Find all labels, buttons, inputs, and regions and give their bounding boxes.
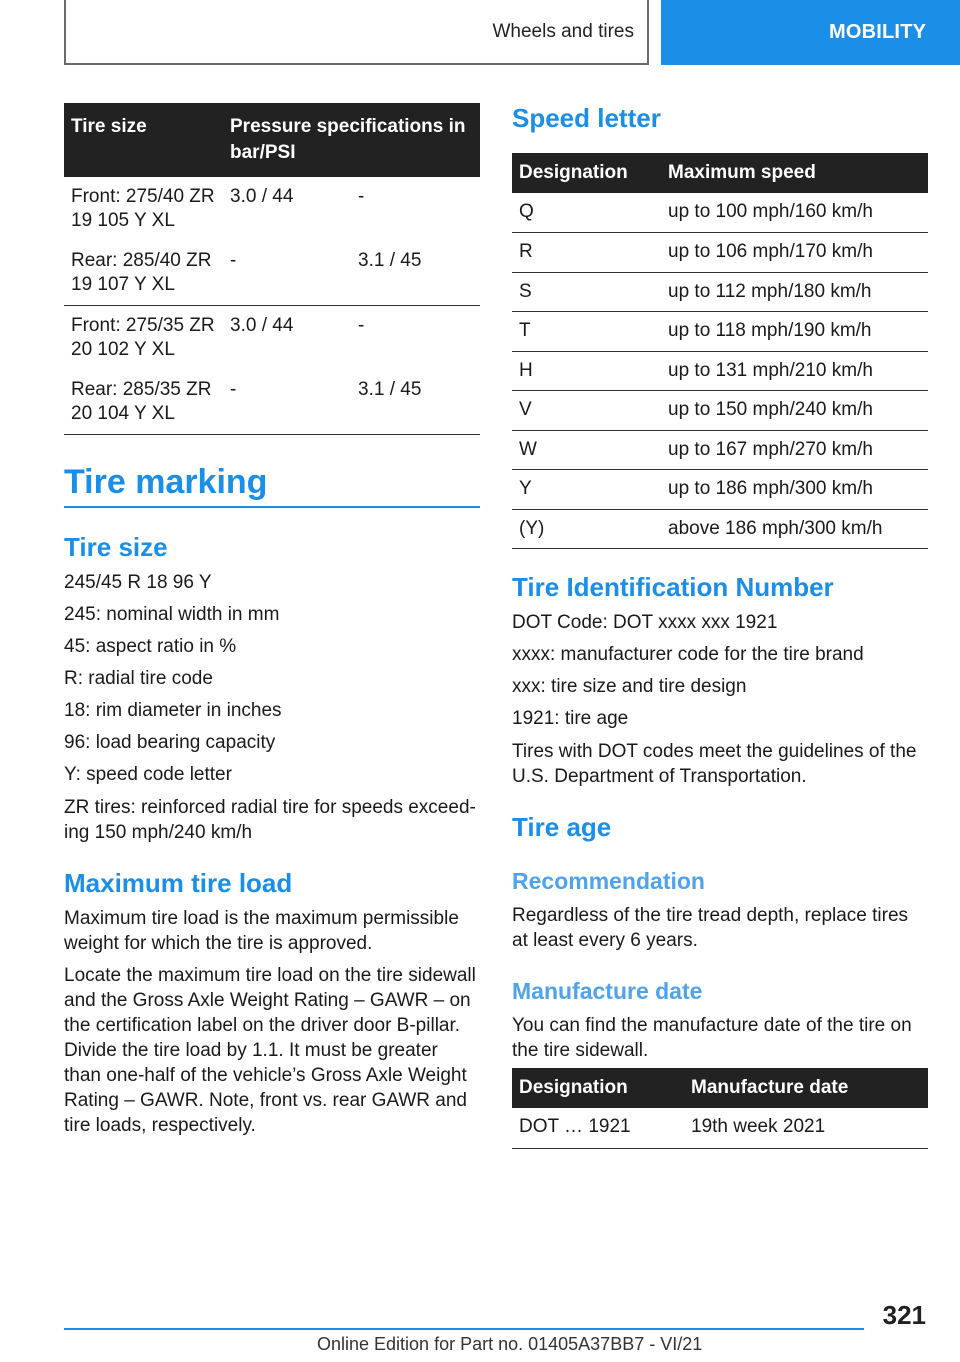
- table-cell: -: [358, 186, 365, 207]
- heading-tire-size: Tire size: [64, 532, 168, 562]
- table-header-cell: Manufacture date: [684, 1068, 928, 1108]
- table-row: [64, 241, 480, 306]
- table-cell: 19th week 2021: [684, 1108, 928, 1148]
- heading-tire-identification-number: Tire Identification Number: [512, 572, 834, 602]
- table-header-row: [64, 103, 480, 177]
- table-cell: Q: [512, 193, 661, 233]
- table-cell: V: [512, 391, 661, 431]
- table-header-row: [512, 1068, 928, 1108]
- table-row: [512, 509, 928, 549]
- table-cell: up to 112 mph/180 km/h: [661, 272, 928, 312]
- table-cell: up to 186 mph/300 km/h: [661, 470, 928, 510]
- table-cell: Front: 275/35 ZR 20 102 Y XL: [71, 315, 215, 360]
- footer-divider: [64, 1328, 864, 1330]
- table-cell: W: [512, 430, 661, 470]
- tin-line: xxx: tire size and tire design: [512, 676, 747, 697]
- footer-edition: Online Edition for Part no. 01405A37BB7 - VI/21: [317, 1334, 703, 1354]
- table-row: [512, 1108, 928, 1148]
- table-cell: Front: 275/40 ZR 19 105 Y XL: [71, 186, 215, 231]
- tin-line: DOT Code: DOT xxxx xxx 1921: [512, 612, 778, 633]
- header-section: [64, 0, 649, 65]
- tire-size-line: 18: rim diameter in inches: [64, 700, 282, 721]
- table-cell: Rear: 285/35 ZR 20 104 Y XL: [64, 370, 223, 435]
- table-cell: -: [223, 370, 351, 435]
- table-cell: DOT … 1921: [512, 1108, 684, 1148]
- table-header-cell: Designation: [512, 1068, 684, 1108]
- tire-size-line: 245/45 R 18 96 Y: [64, 572, 212, 593]
- table-row: [512, 233, 928, 273]
- zr-tires-note: ZR tires: reinforced radial tire for speeds exceed-ing 150 mph/240 km/h: [64, 797, 476, 843]
- section-divider: [64, 506, 480, 508]
- table-cell: up to 131 mph/210 km/h: [661, 351, 928, 391]
- table-cell: 3.0 / 44: [230, 315, 294, 336]
- table-header-row: [512, 153, 928, 193]
- heading-speed-letter: Speed letter: [512, 103, 661, 133]
- header-section-title: Wheels and tires: [492, 20, 634, 42]
- heading-tire-age: Tire age: [512, 812, 612, 842]
- table-cell: R: [512, 233, 661, 273]
- table-cell: (Y): [512, 509, 661, 549]
- table-cell: H: [512, 351, 661, 391]
- header-chapter: [661, 0, 960, 65]
- table-row: [512, 351, 928, 391]
- table-cell: up to 150 mph/240 km/h: [661, 391, 928, 431]
- heading-recommendation: Recommendation: [512, 868, 705, 894]
- table-cell: T: [512, 312, 661, 352]
- table-cell: up to 167 mph/270 km/h: [661, 430, 928, 470]
- table-cell: 3.0 / 44: [230, 186, 294, 207]
- table-row: [512, 272, 928, 312]
- table-row: [64, 306, 480, 371]
- table-cell: up to 118 mph/190 km/h: [661, 312, 928, 352]
- table-header-cell: Tire size: [64, 103, 223, 177]
- max-load-paragraph: Locate the maximum tire load on the tire sidewall and the Gross Axle Weight Rating – GAWR – on the certification label on the driver door B-pillar. Divide the tire load by 1.1. It must be greater than one-half of the vehicle’s Gross Axle Weight Rating – GAWR. Note, front vs. rear GAWR and tire loads, respectively.: [64, 965, 476, 1136]
- table-row: [512, 430, 928, 470]
- tin-line: xxxx: manufacturer code for the tire brand: [512, 644, 864, 665]
- table-cell: 3.1 / 45: [351, 241, 480, 306]
- table-cell: above 186 mph/300 km/h: [661, 509, 928, 549]
- heading-maximum-tire-load: Maximum tire load: [64, 868, 293, 898]
- max-load-paragraph: Maximum tire load is the maximum permissible weight for which the tire is approved.: [64, 908, 459, 954]
- tin-note: Tires with DOT codes meet the guidelines of the U.S. Department of Transportation.: [512, 741, 917, 787]
- section-title-tire-marking: Tire marking: [64, 463, 268, 501]
- table-row: [512, 312, 928, 352]
- tire-size-line: R: radial tire code: [64, 668, 213, 689]
- tire-size-line: 245: nominal width in mm: [64, 604, 280, 625]
- table-header-cell: Pressure specifications in bar/PSI: [223, 103, 480, 177]
- header-chapter-title: MOBILITY: [829, 21, 927, 43]
- page-number: 321: [882, 1300, 926, 1330]
- tire-size-line: Y: speed code letter: [64, 764, 232, 785]
- table-cell: Rear: 285/40 ZR 19 107 Y XL: [64, 241, 223, 306]
- table-cell: 3.1 / 45: [351, 370, 480, 435]
- tin-line: 1921: tire age: [512, 708, 629, 729]
- heading-manufacture-date: Manufacture date: [512, 978, 703, 1004]
- tire-size-line: 45: aspect ratio in %: [64, 636, 237, 657]
- manufacture-date-text: You can find the manufacture date of the tire on the tire sidewall.: [512, 1015, 912, 1061]
- table-row: [512, 470, 928, 510]
- table-cell: -: [223, 241, 351, 306]
- table-header-cell: Designation: [512, 153, 661, 193]
- table-row: [512, 193, 928, 233]
- table-row: [64, 370, 480, 435]
- table-cell: S: [512, 272, 661, 312]
- tire-size-line: 96: load bearing capacity: [64, 732, 276, 753]
- table-cell: up to 100 mph/160 km/h: [661, 193, 928, 233]
- pressure-table: [64, 103, 480, 435]
- table-cell: -: [358, 315, 365, 336]
- manufacture-date-table: [512, 1068, 928, 1149]
- speed-letter-table: [512, 153, 928, 549]
- table-cell: up to 106 mph/170 km/h: [661, 233, 928, 273]
- table-row: [512, 391, 928, 431]
- table-cell: Y: [512, 470, 661, 510]
- table-header-cell: Maximum speed: [661, 153, 928, 193]
- recommendation-text: Regardless of the tire tread depth, replace tires at least every 6 years.: [512, 905, 909, 951]
- table-row: [64, 177, 480, 241]
